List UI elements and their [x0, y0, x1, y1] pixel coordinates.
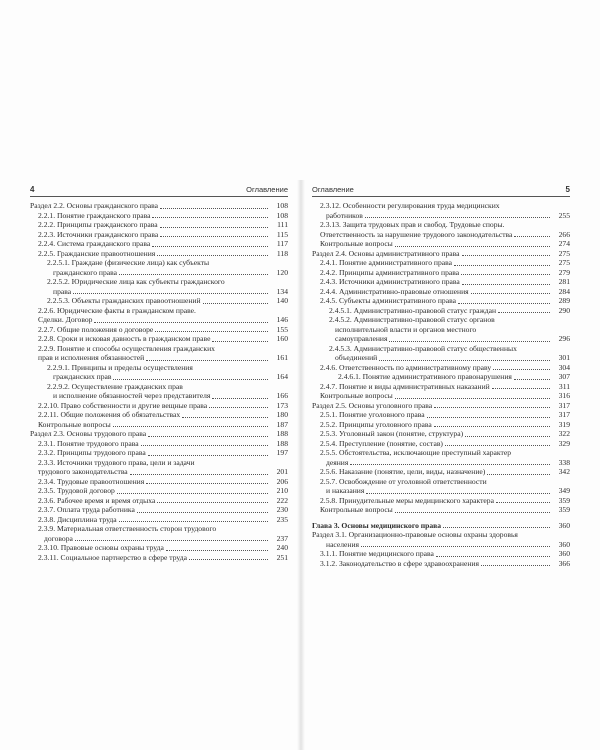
dot-leader	[493, 369, 550, 370]
toc-entry-page: 360	[558, 549, 570, 558]
toc-entry	[312, 287, 570, 297]
toc-entry-page: 275	[558, 258, 570, 267]
toc-entry-page: 307	[558, 372, 570, 381]
page-number: 5	[565, 185, 570, 194]
toc-entry-title: 2.4.1. Понятие административного права	[320, 258, 452, 267]
toc-entry	[30, 296, 288, 306]
toc-entry	[312, 201, 570, 211]
dot-leader	[160, 236, 268, 237]
toc-entry	[30, 439, 288, 449]
dot-leader	[157, 502, 268, 503]
toc-entry	[312, 296, 570, 306]
toc-entry	[30, 334, 288, 344]
toc-entry-title: 2.4.6. Ответственность по административному праву	[320, 362, 492, 372]
toc-entry-title: 2.4.5.1. Административно-правовой статус граждан	[329, 305, 497, 315]
dot-leader	[458, 303, 550, 304]
dot-leader	[436, 556, 550, 557]
toc-entry	[312, 467, 570, 477]
toc-entry	[312, 315, 570, 325]
toc-entry-page: 117	[276, 239, 288, 248]
left-page-header	[30, 184, 288, 197]
toc-entry-title: 2.2.9. Понятие и способы осуществления гражданских	[38, 343, 215, 353]
toc-entry-title: 2.5.5. Обстоятельства, исключающие преступный характер	[320, 448, 511, 457]
toc-entry-title: 2.2.3. Источники гражданского права	[38, 229, 159, 239]
dot-leader	[148, 436, 268, 437]
toc-entry-title: 2.5.7. Освобождение от уголовной ответственности	[320, 476, 487, 486]
toc-entry	[30, 534, 288, 544]
toc-entry	[30, 230, 288, 240]
toc-list-left	[30, 201, 288, 562]
toc-entry-title: 2.2.2. Принципы гражданского права	[38, 220, 158, 229]
toc-entry	[312, 344, 570, 354]
toc-entry	[312, 277, 570, 287]
dot-leader	[514, 379, 550, 380]
toc-entry-title: 2.2.5.3. Объекты гражданских правоотношений	[47, 296, 201, 305]
toc-entry-title: 2.4.5. Субъекты административного права	[320, 296, 456, 305]
toc-entry-page: 201	[276, 467, 288, 476]
toc-entry	[312, 220, 570, 230]
toc-entry-page: 161	[276, 353, 288, 362]
toc-entry	[30, 486, 288, 496]
toc-entry	[312, 448, 570, 458]
dot-leader	[160, 208, 268, 209]
toc-entry-title: 2.3.9. Материальная ответственность сторон трудового	[38, 524, 217, 533]
toc-entry	[312, 211, 570, 221]
dot-leader	[481, 565, 550, 566]
toc-entry-page: 188	[276, 429, 288, 438]
dot-leader	[212, 341, 268, 342]
toc-entry-page: 120	[276, 267, 288, 277]
toc-entry-page: 173	[276, 400, 288, 410]
toc-entry-title: Контрольные вопросы	[38, 419, 111, 429]
dot-leader	[182, 417, 268, 418]
dot-leader	[189, 559, 268, 560]
toc-entry-title: 2.5.4. Преступление (понятие, состав)	[320, 438, 443, 448]
toc-entry-title: Раздел 3.1. Организационно-правовые основы охраны здоровья	[312, 530, 518, 539]
toc-entry	[312, 325, 570, 335]
dot-leader	[73, 293, 268, 294]
toc-entry-title: 2.3.2. Принципы трудового права	[38, 448, 146, 457]
toc-entry-title: 2.4.5.2. Административно-правовой статус органов	[329, 315, 495, 324]
toc-entry	[312, 559, 570, 569]
toc-entry	[312, 372, 570, 382]
dot-leader	[141, 445, 268, 446]
toc-entry-page: 316	[558, 391, 570, 400]
toc-entry-title: 2.2.9.1. Принципы и пределы осуществления	[47, 362, 193, 372]
toc-entry-page: 118	[276, 248, 288, 258]
toc-entry-title: 2.2.10. Право собственности и другие вещные права	[38, 400, 208, 410]
toc-entry	[30, 211, 288, 221]
toc-entry-title: 2.3.13. Защита трудовых прав и свобод. Трудовые споры.	[320, 220, 505, 229]
dot-leader	[119, 274, 268, 275]
toc-entry-title: 2.2.1. Понятие гражданского права	[38, 210, 151, 220]
toc-entry-title: 2.2.8. Сроки и исковая давность в гражданском праве	[38, 334, 211, 343]
dot-leader	[137, 512, 268, 513]
toc-entry-title: и наказания	[326, 486, 365, 495]
toc-entry	[30, 344, 288, 354]
toc-entry-page: 134	[276, 286, 288, 296]
toc-entry-title: 2.3.3. Источники трудового права, цели и задачи	[38, 457, 195, 467]
toc-entry-page: 338	[558, 457, 570, 467]
toc-entry-page: 166	[276, 391, 288, 400]
toc-entry	[30, 429, 288, 439]
toc-entry-title: 2.4.5.3. Административно-правовой статус общественных	[329, 343, 517, 353]
toc-entry-title: Контрольные вопросы	[320, 239, 393, 248]
toc-entry-title: 2.2.6. Юридические факты в гражданском праве.	[38, 305, 196, 315]
toc-entry	[312, 239, 570, 249]
toc-entry-title: объединений	[335, 353, 378, 362]
toc-entry-title: 2.4.3. Источники административного права	[320, 277, 460, 286]
toc-entry-title: 2.2.9.2. Осуществление гражданских прав	[47, 381, 183, 391]
toc-entry-page: 210	[276, 486, 288, 495]
toc-entry	[30, 458, 288, 468]
toc-entry-title: 2.3.1. Понятие трудового права	[38, 438, 139, 448]
dot-leader	[155, 331, 268, 332]
toc-entry-page: 206	[276, 476, 288, 486]
dot-leader	[203, 303, 268, 304]
toc-entry-title: 2.5.1. Понятие уголовного права	[320, 410, 425, 419]
toc-entry-page: 187	[276, 419, 288, 429]
dot-leader	[148, 455, 268, 456]
toc-entry	[30, 401, 288, 411]
toc-entry	[312, 420, 570, 430]
toc-entry	[312, 258, 570, 268]
toc-entry-title: Раздел 2.2. Основы гражданского права	[30, 201, 158, 210]
toc-entry	[30, 287, 288, 297]
dot-leader	[146, 360, 268, 361]
toc-entry-title: 2.2.11. Общие положения об обязательствах	[38, 410, 181, 419]
toc-entry-title: населения	[326, 539, 360, 549]
toc-entry	[30, 372, 288, 382]
dot-leader	[496, 502, 550, 503]
toc-entry-page: 319	[558, 419, 570, 429]
dot-leader	[365, 217, 550, 218]
toc-entry-page: 296	[558, 334, 570, 343]
dot-leader	[395, 512, 550, 513]
toc-entry-title: 2.3.8. Дисциплина труда	[38, 514, 117, 524]
toc-entry-page: 140	[276, 296, 288, 305]
toc-entry-page: 349	[558, 486, 570, 495]
book-gutter	[297, 180, 305, 750]
toc-entry-title: самоуправления	[335, 334, 388, 343]
toc-entry-page: 359	[558, 495, 570, 505]
toc-entry-page: 275	[558, 248, 570, 258]
dot-leader	[427, 417, 550, 418]
toc-entry-title: 2.3.4. Трудовые правоотношения	[38, 476, 145, 486]
toc-entry-title: 2.3.7. Оплата труда работника	[38, 505, 135, 514]
toc-entry	[312, 496, 570, 506]
toc-list-right	[312, 201, 570, 568]
toc-entry-title: 2.5.3. Уголовный закон (понятие, структура)	[320, 429, 464, 438]
left-page	[30, 184, 288, 562]
dot-leader	[130, 474, 268, 475]
dot-leader	[166, 550, 268, 551]
toc-entry-page: 274	[558, 239, 570, 248]
toc-entry-title: 2.5.6. Наказание (понятие, цели, виды, назначение)	[320, 467, 486, 476]
toc-entry-title: 2.2.5. Гражданские правоотношения	[38, 248, 156, 258]
toc-entry	[30, 220, 288, 230]
dot-leader	[389, 341, 550, 342]
toc-entry	[30, 553, 288, 563]
toc-entry-page: 155	[276, 324, 288, 334]
toc-entry	[30, 515, 288, 525]
dot-leader	[366, 493, 550, 494]
toc-entry	[30, 363, 288, 373]
toc-entry	[30, 391, 288, 401]
toc-entry	[312, 363, 570, 373]
toc-entry-page: 290	[558, 305, 570, 315]
dot-leader	[498, 312, 550, 313]
dot-leader	[395, 398, 550, 399]
toc-entry-title: 2.3.6. Рабочее время и время отдыха	[38, 495, 156, 505]
dot-leader	[514, 236, 550, 237]
toc-entry-title: 2.2.5.2. Юридические лица как субъекты гражданского	[47, 277, 225, 286]
toc-entry-page: 304	[558, 362, 570, 372]
toc-entry-title: Контрольные вопросы	[320, 505, 393, 514]
toc-entry	[30, 543, 288, 553]
toc-entry-title: 2.3.10. Правовые основы охраны труда	[38, 543, 164, 552]
dot-leader	[113, 379, 268, 380]
right-page	[312, 184, 570, 568]
toc-entry	[30, 277, 288, 287]
running-title: Оглавление	[246, 185, 288, 194]
toc-entry-title: Раздел 2.5. Основы уголовного права	[312, 400, 433, 410]
toc-entry-title: 2.4.6.1. Понятие административного правонарушения	[338, 372, 512, 381]
toc-entry-page: 301	[558, 353, 570, 362]
toc-entry	[312, 249, 570, 259]
toc-entry	[30, 477, 288, 487]
toc-entry	[30, 315, 288, 325]
toc-entry-title: Контрольные вопросы	[320, 391, 393, 400]
toc-entry-title: 2.2.7. Общие положения о договоре	[38, 324, 154, 334]
toc-entry-page: 342	[558, 467, 570, 476]
toc-entry-title: деяния	[326, 457, 349, 467]
toc-entry	[30, 268, 288, 278]
toc-entry-title: права	[53, 286, 72, 296]
toc-entry	[30, 496, 288, 506]
toc-entry	[312, 230, 570, 240]
toc-entry	[312, 382, 570, 392]
toc-entry	[312, 353, 570, 363]
toc-entry	[312, 439, 570, 449]
dot-leader	[157, 255, 268, 256]
toc-entry-title: 2.5.2. Принципы уголовного права	[320, 419, 432, 429]
toc-entry-page: 284	[558, 286, 570, 296]
toc-entry-title: 2.3.11. Социальное партнерство в сфере труда	[38, 552, 187, 562]
toc-entry-title: гражданских прав	[53, 372, 112, 381]
dot-leader	[395, 246, 550, 247]
toc-entry-page: 359	[558, 505, 570, 514]
toc-entry-page: 311	[558, 381, 570, 391]
toc-entry-title: гражданского права	[53, 267, 118, 277]
toc-entry-page: 251	[276, 552, 288, 562]
toc-entry	[312, 334, 570, 344]
toc-entry	[30, 201, 288, 211]
toc-entry-title: 2.2.4. Система гражданского права	[38, 239, 151, 248]
dot-leader	[152, 217, 268, 218]
toc-entry-page: 329	[558, 438, 570, 448]
toc-entry-title: 2.3.5. Трудовой договор	[38, 486, 115, 495]
toc-entry-title: Ответственность за нарушение трудового законодательства	[320, 229, 513, 239]
toc-entry-page: 289	[558, 296, 570, 305]
toc-entry	[30, 505, 288, 515]
toc-entry-page: 188	[276, 438, 288, 448]
toc-entry-title: прав и исполнения обязанностей	[38, 353, 145, 362]
dot-leader	[75, 540, 268, 541]
toc-entry	[312, 477, 570, 487]
dot-leader	[462, 284, 550, 285]
toc-entry-page: 180	[276, 410, 288, 419]
toc-entry-page: 366	[558, 558, 570, 568]
toc-entry-title: 2.4.2. Принципы административного права	[320, 267, 460, 277]
toc-entry	[312, 549, 570, 559]
dot-leader	[146, 483, 268, 484]
toc-entry	[30, 448, 288, 458]
dot-leader	[445, 445, 550, 446]
dot-leader	[492, 388, 550, 389]
toc-entry	[30, 382, 288, 392]
dot-leader	[434, 407, 550, 408]
dot-leader	[379, 360, 550, 361]
toc-entry	[30, 249, 288, 259]
toc-entry-title: 2.4.7. Понятие и виды административных наказаний	[320, 381, 490, 391]
toc-entry-title: Сделки. Договор	[38, 315, 93, 324]
toc-entry	[30, 420, 288, 430]
toc-entry-page: 322	[558, 429, 570, 438]
running-title: Оглавление	[312, 185, 354, 194]
dot-leader	[465, 436, 550, 437]
toc-entry-title: Раздел 2.4. Основы административного права	[312, 248, 460, 258]
toc-entry	[30, 410, 288, 420]
toc-entry-title: работников	[326, 210, 363, 220]
toc-entry-page: 111	[277, 220, 288, 229]
dot-leader	[461, 274, 550, 275]
dot-leader	[94, 322, 268, 323]
dot-leader	[462, 255, 551, 256]
toc-entry-page: 235	[276, 514, 288, 524]
toc-entry-title: и исполнение обязанностей через представителя	[53, 391, 211, 400]
toc-entry-page: 240	[276, 543, 288, 552]
toc-entry	[30, 353, 288, 363]
toc-entry	[30, 239, 288, 249]
toc-entry-page: 266	[558, 229, 570, 239]
toc-entry	[312, 401, 570, 411]
toc-entry	[312, 521, 570, 531]
toc-entry-page: 279	[558, 267, 570, 277]
dot-leader	[434, 426, 550, 427]
dot-leader	[443, 527, 550, 528]
dot-leader	[350, 464, 550, 465]
dot-leader	[212, 398, 268, 399]
toc-entry	[312, 486, 570, 496]
toc-entry-title: Глава 3. Основы медицинского права	[312, 520, 442, 530]
toc-entry	[312, 268, 570, 278]
toc-entry	[30, 524, 288, 534]
toc-entry	[312, 410, 570, 420]
toc-entry-page: 317	[558, 400, 570, 410]
toc-entry	[30, 467, 288, 477]
page-number: 4	[30, 185, 35, 194]
dot-leader	[117, 493, 268, 494]
toc-entry-page: 255	[558, 210, 570, 220]
toc-entry-page: 160	[276, 334, 288, 343]
toc-entry-title: договора	[44, 533, 73, 543]
toc-entry-page: 108	[276, 201, 288, 210]
toc-entry	[312, 429, 570, 439]
toc-entry-page: 281	[558, 277, 570, 286]
toc-entry	[312, 458, 570, 468]
toc-entry	[312, 306, 570, 316]
dot-leader	[361, 546, 550, 547]
toc-entry-page: 146	[276, 315, 288, 324]
toc-entry-title: Раздел 2.3. Основы трудового права	[30, 429, 147, 438]
toc-entry	[312, 540, 570, 550]
toc-entry	[312, 530, 570, 540]
toc-entry-title: трудового законодательства	[38, 467, 128, 476]
toc-entry-page: 164	[276, 372, 288, 381]
dot-leader	[454, 265, 550, 266]
dot-leader	[152, 246, 268, 247]
toc-entry	[312, 505, 570, 515]
toc-entry	[312, 391, 570, 401]
toc-entry-page: 317	[558, 410, 570, 419]
toc-entry	[30, 258, 288, 268]
dot-leader	[160, 227, 268, 228]
toc-entry-title: 2.5.8. Принудительные меры медицинского характера	[320, 495, 494, 505]
right-page-header	[312, 184, 570, 197]
dot-leader	[119, 521, 268, 522]
dot-leader	[471, 293, 550, 294]
toc-entry-page: 108	[276, 210, 288, 220]
dot-leader	[487, 474, 550, 475]
toc-entry-title: 3.1.1. Понятие медицинского права	[320, 549, 434, 558]
toc-entry-page: 360	[558, 539, 570, 549]
toc-entry-title: 2.3.12. Особенности регулирования труда медицинских	[320, 201, 500, 210]
toc-entry-title: 2.4.4. Административно-правовые отношения	[320, 286, 469, 296]
toc-entry-title: исполнительной власти и органов местного	[335, 324, 477, 334]
toc-entry-page: 360	[558, 520, 570, 530]
toc-entry-title: 2.2.5.1. Граждане (физические лица) как субъекты	[47, 258, 210, 267]
toc-entry	[30, 306, 288, 316]
toc-entry-page: 115	[276, 229, 288, 239]
toc-entry-page: 222	[276, 495, 288, 505]
toc-entry-page: 197	[276, 448, 288, 457]
dot-leader	[209, 407, 268, 408]
toc-entry-page: 237	[276, 533, 288, 543]
toc-entry-title: 3.1.2. Законодательство в сфере здравоохранения	[320, 558, 479, 568]
toc-entry	[30, 325, 288, 335]
dot-leader	[113, 426, 268, 427]
toc-entry-page: 230	[276, 505, 288, 514]
